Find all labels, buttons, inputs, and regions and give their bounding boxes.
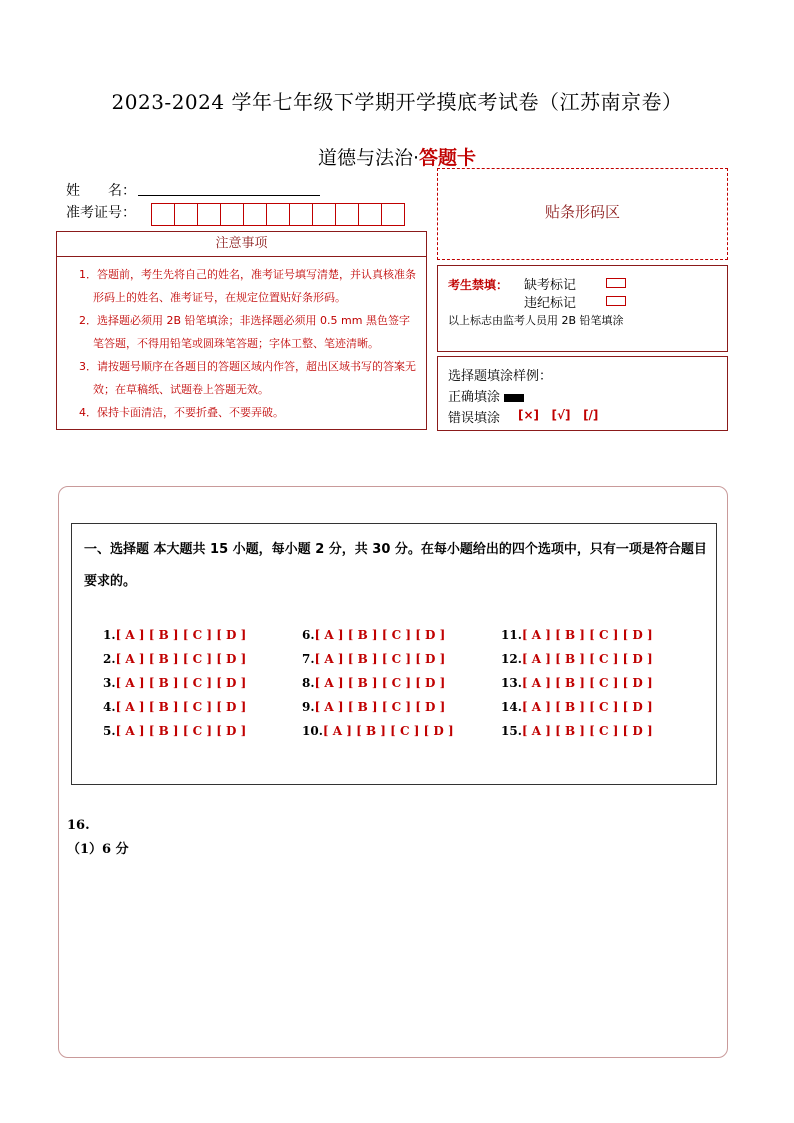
question-number: 1.: [103, 628, 116, 642]
subject-name: 道德与法治·: [317, 147, 420, 169]
correct-sample: [448, 386, 524, 405]
question-16-number: 16.: [67, 818, 90, 833]
filled-mark-icon: [504, 394, 524, 402]
question-number: 13.: [501, 676, 522, 690]
mc-question-row[interactable]: [103, 700, 246, 714]
absent-mark-label: 缺考标记: [524, 278, 577, 293]
question-16-part-1: （1）6 分: [67, 842, 129, 857]
name-label: 姓 名：: [66, 183, 136, 199]
question-number: 11.: [501, 628, 522, 642]
question-number: 7.: [302, 652, 315, 666]
answer-options[interactable]: [ A ] [ B ] [ C ] [ D ]: [314, 676, 446, 690]
subject-title: [0, 143, 794, 170]
sample-title: 选择题填涂样例：: [448, 369, 553, 384]
answer-options[interactable]: [ A ] [ B ] [ C ] [ D ]: [115, 628, 247, 642]
mc-question-row[interactable]: [302, 676, 445, 690]
notice-item: 3．请按题号顺序在各题目的答题区域内作答，超出区域书写的答案无效；在草稿纸、试题卷上答题无效。: [79, 360, 416, 396]
forbid-label: 考生禁填：: [448, 278, 509, 292]
answer-options[interactable]: [ A ] [ B ] [ C ] [ D ]: [314, 652, 446, 666]
notice-item: 4．保持卡面清洁，不要折叠、不要弄破。: [79, 406, 284, 419]
mc-question-row[interactable]: [501, 676, 653, 690]
answer-options[interactable]: [ A ] [ B ] [ C ] [ D ]: [521, 700, 653, 714]
mc-question-row[interactable]: [103, 628, 246, 642]
mc-question-row[interactable]: [103, 652, 246, 666]
exam-id-label: 准考证号：: [66, 205, 136, 221]
notice-title: 注意事项: [57, 232, 426, 257]
answer-options[interactable]: [ A ] [ B ] [ C ] [ D ]: [521, 628, 653, 642]
question-number: 12.: [501, 652, 522, 666]
examinee-forbid-box: [437, 265, 728, 352]
notice-item: 2．选择题必须用 2B 铅笔填涂；非选择题必须用 0.5 mm 黑色签字笔答题，不得用铅笔或圆珠笔答题；字体工整、笔迹清晰。: [79, 314, 410, 350]
answer-options[interactable]: [ A ] [ B ] [ C ] [ D ]: [115, 724, 247, 738]
id-digit-box[interactable]: [151, 203, 175, 226]
mc-instructions: 一、选择题 本大题共 15 小题，每小题 2 分，共 30 分。在每小题给出的四个选项中，只有一项是符合题目要求的。: [84, 542, 707, 589]
id-digit-box[interactable]: [174, 203, 198, 226]
mc-question-row[interactable]: [103, 676, 246, 690]
wrong-sample-marks: [×] [√] [/]: [518, 408, 599, 422]
answer-options[interactable]: [ A ] [ B ] [ C ] [ D ]: [322, 724, 454, 738]
answer-options[interactable]: [ A ] [ B ] [ C ] [ D ]: [314, 700, 446, 714]
id-digit-box[interactable]: [312, 203, 336, 226]
forbid-note: 以上标志由监考人员用 2B 铅笔填涂: [448, 314, 624, 327]
mc-question-row[interactable]: [302, 724, 454, 738]
correct-sample-label: 正确填涂: [448, 390, 501, 405]
id-digit-box[interactable]: [358, 203, 382, 226]
answer-options[interactable]: [ A ] [ B ] [ C ] [ D ]: [521, 652, 653, 666]
question-number: 4.: [103, 700, 116, 714]
question-16-answer-area[interactable]: [66, 860, 716, 1050]
question-number: 8.: [302, 676, 315, 690]
question-number: 6.: [302, 628, 315, 642]
mc-question-row[interactable]: [302, 652, 445, 666]
wrong-sample-label: 错误填涂: [448, 411, 501, 426]
id-digit-box[interactable]: [197, 203, 221, 226]
exam-title: 2023-2024 学年七年级下学期开学摸底考试卷（江苏南京卷）: [111, 90, 683, 114]
id-digit-box[interactable]: [220, 203, 244, 226]
fill-sample-box: [437, 356, 728, 431]
name-field[interactable]: [138, 194, 320, 196]
violation-mark-label: 违纪标记: [524, 296, 577, 311]
barcode-area: 贴条形码区: [437, 168, 728, 260]
question-number: 10.: [302, 724, 323, 738]
answer-card-label: 答题卡: [419, 147, 477, 169]
id-digit-box[interactable]: [243, 203, 267, 226]
mc-question-row[interactable]: [501, 724, 653, 738]
answer-options[interactable]: [ A ] [ B ] [ C ] [ D ]: [521, 676, 653, 690]
id-digit-box[interactable]: [335, 203, 359, 226]
exam-id-boxes[interactable]: [152, 203, 405, 226]
mc-question-row[interactable]: [501, 700, 653, 714]
question-number: 14.: [501, 700, 522, 714]
question-number: 15.: [501, 724, 522, 738]
answer-options[interactable]: [ A ] [ B ] [ C ] [ D ]: [115, 700, 247, 714]
notice-item: 1．答题前，考生先将自己的姓名，准考证号填写清楚，并认真核准条形码上的姓名、准考证号，在规定位置贴好条形码。: [79, 268, 416, 304]
answer-options[interactable]: [ A ] [ B ] [ C ] [ D ]: [314, 628, 446, 642]
question-number: 5.: [103, 724, 116, 738]
id-digit-box[interactable]: [381, 203, 405, 226]
mc-question-row[interactable]: [103, 724, 246, 738]
answer-options[interactable]: [ A ] [ B ] [ C ] [ D ]: [115, 676, 247, 690]
mc-question-row[interactable]: [501, 628, 653, 642]
question-number: 2.: [103, 652, 116, 666]
mc-question-row[interactable]: [302, 700, 445, 714]
answer-options[interactable]: [ A ] [ B ] [ C ] [ D ]: [521, 724, 653, 738]
id-digit-box[interactable]: [266, 203, 290, 226]
notice-box: [56, 231, 427, 430]
question-number: 3.: [103, 676, 116, 690]
id-digit-box[interactable]: [289, 203, 313, 226]
mc-question-row[interactable]: [501, 652, 653, 666]
answer-options[interactable]: [ A ] [ B ] [ C ] [ D ]: [115, 652, 247, 666]
violation-mark-box[interactable]: [606, 296, 626, 306]
question-number: 9.: [302, 700, 315, 714]
absent-mark-box[interactable]: [606, 278, 626, 288]
mc-question-row[interactable]: [302, 628, 445, 642]
